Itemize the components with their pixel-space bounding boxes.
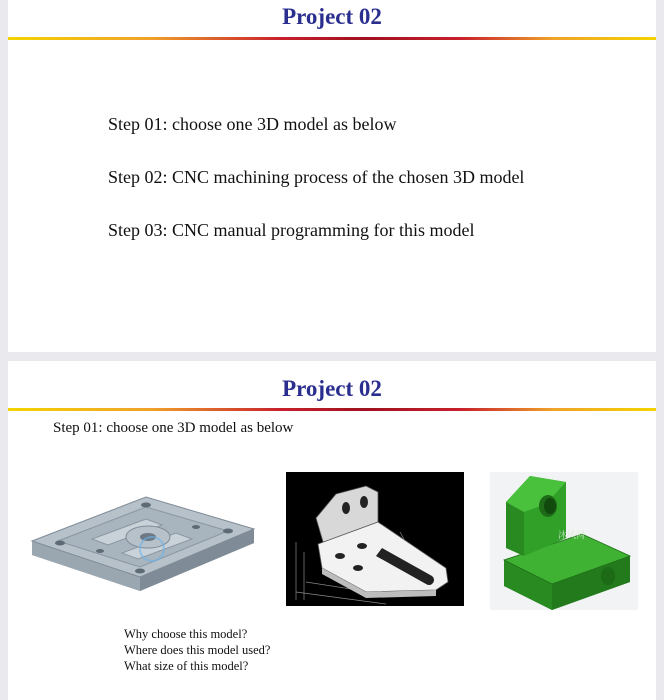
question-list	[124, 626, 270, 674]
slide-2-step-text: Step 01: choose one 3D model as below	[53, 420, 294, 436]
slide-1	[8, 0, 656, 352]
question-item: Where does this model used?	[124, 643, 271, 657]
gray-plate-model-icon	[28, 479, 258, 599]
title-divider	[8, 37, 656, 40]
step-02-text: Step 02: CNC machining process of the chosen 3D model	[108, 167, 525, 187]
slide-2-title: Project 02	[282, 376, 382, 401]
step-03-text: Step 03: CNC manual programming for this model	[108, 220, 475, 240]
white-bracket-drawing-icon	[286, 472, 464, 606]
green-block-model-icon	[490, 472, 638, 610]
question-item: What size of this model?	[124, 659, 249, 673]
slide-1-title: Project 02	[282, 4, 382, 29]
question-item: Why choose this model?	[124, 627, 248, 641]
title-divider	[8, 408, 656, 411]
watermark-text: 沐风网	[558, 531, 586, 541]
slide-2	[8, 361, 656, 700]
step-01-text: Step 01: choose one 3D model as below	[108, 114, 397, 134]
